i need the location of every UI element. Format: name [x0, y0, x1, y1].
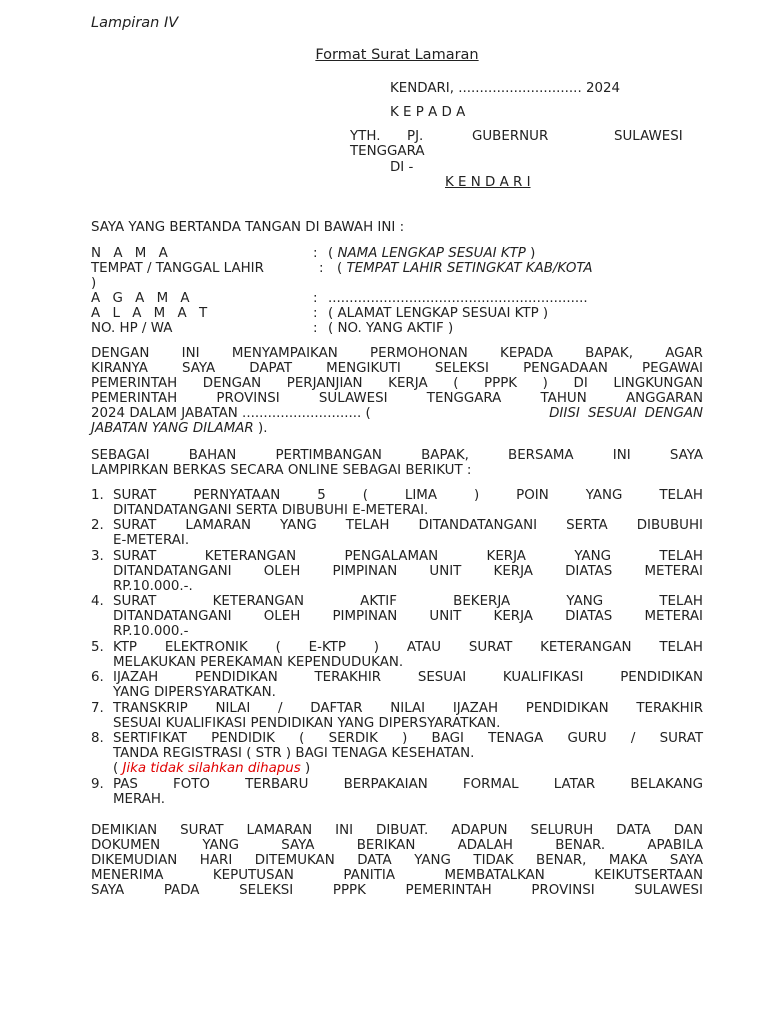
list-item [91, 488, 703, 518]
field-colon: : [313, 291, 318, 306]
field-value: ............................................................. [328, 291, 588, 306]
yth-word-2: PJ. [407, 129, 424, 144]
paragraph-attachments [91, 448, 703, 478]
di-label: DI - [390, 160, 414, 175]
field-label: NO. HP / WA [91, 321, 173, 336]
list-item [91, 670, 703, 700]
paragraph-line: DENGAN INI MENYAMPAIKAN PERMOHONAN KEPADA BAPAK, AGAR [91, 346, 703, 361]
paragraph-request [91, 346, 703, 436]
field-hp [91, 321, 703, 336]
list-item [91, 731, 703, 776]
list-line: SURAT PERNYATAAN 5 ( LIMA ) POIN YANG TELAH [113, 488, 703, 503]
field-label: TEMPAT / TANGGAL LAHIR [91, 261, 264, 276]
paragraph-line: SEBAGAI BAHAN PERTIMBANGAN BAPAK, BERSAMA INI SAYA [91, 448, 703, 463]
list-line: DITANDATANGANI SERTA DIBUBUHI E-METERAI. [113, 503, 429, 518]
list-line: IJAZAH PENDIDIKAN TERAKHIR SESUAI KUALIFIKASI PENDIDIKAN [113, 670, 703, 685]
list-line: DITANDATANGANI OLEH PIMPINAN UNIT KERJA DIATAS METERAI [113, 609, 703, 624]
field-value-wrap [328, 246, 535, 261]
list-line: SURAT LAMARAN YANG TELAH DITANDATANGANI SERTA DIBUBUHI [113, 518, 703, 533]
field-ttl [91, 261, 703, 276]
intro-text: SAYA YANG BERTANDA TANGAN DI BAWAH INI : [91, 220, 405, 235]
field-colon: : [313, 246, 318, 261]
kepada-label: K E P A D A [390, 105, 466, 120]
list-item [91, 640, 703, 670]
field-ttl-close: ) [91, 276, 97, 291]
list-number: 7. [91, 701, 104, 716]
open-paren: ( [328, 246, 338, 261]
list-line: SERTIFIKAT PENDIDIK ( SERDIK ) BAGI TENAGA GURU / SURAT [113, 731, 703, 746]
document-title: Format Surat Lamaran [315, 47, 479, 63]
paragraph-line [91, 406, 703, 421]
city-name: K E N D A R I [445, 175, 531, 190]
paragraph-line: DIKEMUDIAN HARI DITEMUKAN DATA YANG TIDAK BENAR, MAKA SAYA [91, 853, 703, 868]
open-paren: ( [337, 261, 347, 276]
list-number: 5. [91, 640, 104, 655]
field-alamat [91, 306, 703, 321]
paragraph-line [91, 421, 703, 436]
list-line: SURAT KETERANGAN PENGALAMAN KERJA YANG TELAH [113, 549, 703, 564]
list-item [91, 701, 703, 731]
list-line: KTP ELEKTRONIK ( E-KTP ) ATAU SURAT KETERANGAN TELAH [113, 640, 703, 655]
yth-word-3: GUBERNUR [472, 129, 549, 144]
list-line: SURAT KETERANGAN AKTIF BEKERJA YANG TELAH [113, 594, 703, 609]
field-agama [91, 291, 703, 306]
close-paren: ). [253, 421, 268, 436]
list-line: TRANSKRIP NILAI / DAFTAR NILAI IJAZAH PENDIDIKAN TERAKHIR [113, 701, 703, 716]
field-value: NAMA LENGKAP SESUAI KTP [337, 246, 526, 261]
paragraph-line: LAMPIRKAN BERKAS SECARA ONLINE SEBAGAI BERIKUT : [91, 463, 472, 478]
close-paren: ) [525, 246, 536, 261]
field-label: A L A M A T [91, 306, 212, 321]
list-line: SESUAI KUALIFIKASI PENDIDIKAN YANG DIPERSYARATKAN. [113, 716, 501, 731]
place-date: KENDARI, ............................. 2024 [390, 81, 621, 96]
field-colon: : [313, 321, 318, 336]
paragraph-line: KIRANYA SAYA DAPAT MENGIKUTI SELEKSI PENGADAAN PEGAWAI [91, 361, 703, 376]
list-item [91, 777, 703, 807]
paragraph-closing [91, 823, 703, 898]
list-item [91, 518, 703, 548]
list-line: PAS FOTO TERBARU BERPAKAIAN FORMAL LATAR BELAKANG [113, 777, 703, 792]
delete-note-text: Jika tidak silahkan dihapus [122, 761, 301, 776]
list-number: 6. [91, 670, 104, 685]
list-line: E-METERAI. [113, 533, 190, 548]
yth-line-2: TENGGARA [350, 144, 425, 159]
close-paren: ) [300, 761, 311, 776]
list-line: MERAH. [113, 792, 166, 807]
jabatan-hint-cont: JABATAN YANG DILAMAR [91, 421, 254, 436]
field-label: N A M A [91, 246, 172, 261]
field-label: A G A M A [91, 291, 194, 306]
list-number: 9. [91, 777, 104, 792]
list-number: 2. [91, 518, 104, 533]
list-line: YANG DIPERSYARATKAN. [113, 685, 276, 700]
list-line: RP.10.000.-. [113, 579, 193, 594]
paragraph-line: PEMERINTAH PROVINSI SULAWESI TENGGARA TAHUN ANGGARAN [91, 391, 703, 406]
list-line: MELAKUKAN PEREKAMAN KEPENDUDUKAN. [113, 655, 404, 670]
paragraph-line: DEMIKIAN SURAT LAMARAN INI DIBUAT. ADAPUN SELURUH DATA DAN [91, 823, 703, 838]
field-colon: : [319, 261, 324, 276]
paragraph-line: MENERIMA KEPUTUSAN PANITIA MEMBATALKAN KEIKUTSERTAAN [91, 868, 703, 883]
paragraph-line: PEMERINTAH DENGAN PERJANJIAN KERJA ( PPPK ) DI LINGKUNGAN [91, 376, 703, 391]
list-line: RP.10.000.- [113, 624, 189, 639]
lampiran-label: Lampiran IV [91, 15, 179, 31]
list-item [91, 549, 703, 594]
list-number: 4. [91, 594, 104, 609]
paragraph-line: SAYA PADA SELEKSI PPPK PEMERINTAH PROVINSI SULAWESI [91, 883, 703, 898]
list-line: TANDA REGISTRASI ( STR ) BAGI TENAGA KESEHATAN. [113, 746, 475, 761]
field-value-wrap [337, 261, 593, 276]
jabatan-hint: DIISI SESUAI DENGAN [549, 406, 703, 421]
field-value: ( NO. YANG AKTIF ) [328, 321, 454, 336]
field-colon: : [313, 306, 318, 321]
field-value: ( ALAMAT LENGKAP SESUAI KTP ) [328, 306, 549, 321]
jabatan-blank: 2024 DALAM JABATAN ............................ ( [91, 406, 371, 421]
list-number: 3. [91, 549, 104, 564]
list-line: DITANDATANGANI OLEH PIMPINAN UNIT KERJA DIATAS METERAI [113, 564, 703, 579]
list-item [91, 594, 703, 639]
delete-note [113, 761, 703, 776]
open-paren: ( [113, 761, 123, 776]
list-number: 8. [91, 731, 104, 746]
paragraph-line: DOKUMEN YANG SAYA BERIKAN ADALAH BENAR. APABILA [91, 838, 703, 853]
yth-word-4: SULAWESI [614, 129, 683, 144]
yth-word-1: YTH. [350, 129, 381, 144]
field-value: TEMPAT LAHIR SETINGKAT KAB/KOTA [346, 261, 593, 276]
field-nama [91, 246, 703, 261]
list-number: 1. [91, 488, 104, 503]
